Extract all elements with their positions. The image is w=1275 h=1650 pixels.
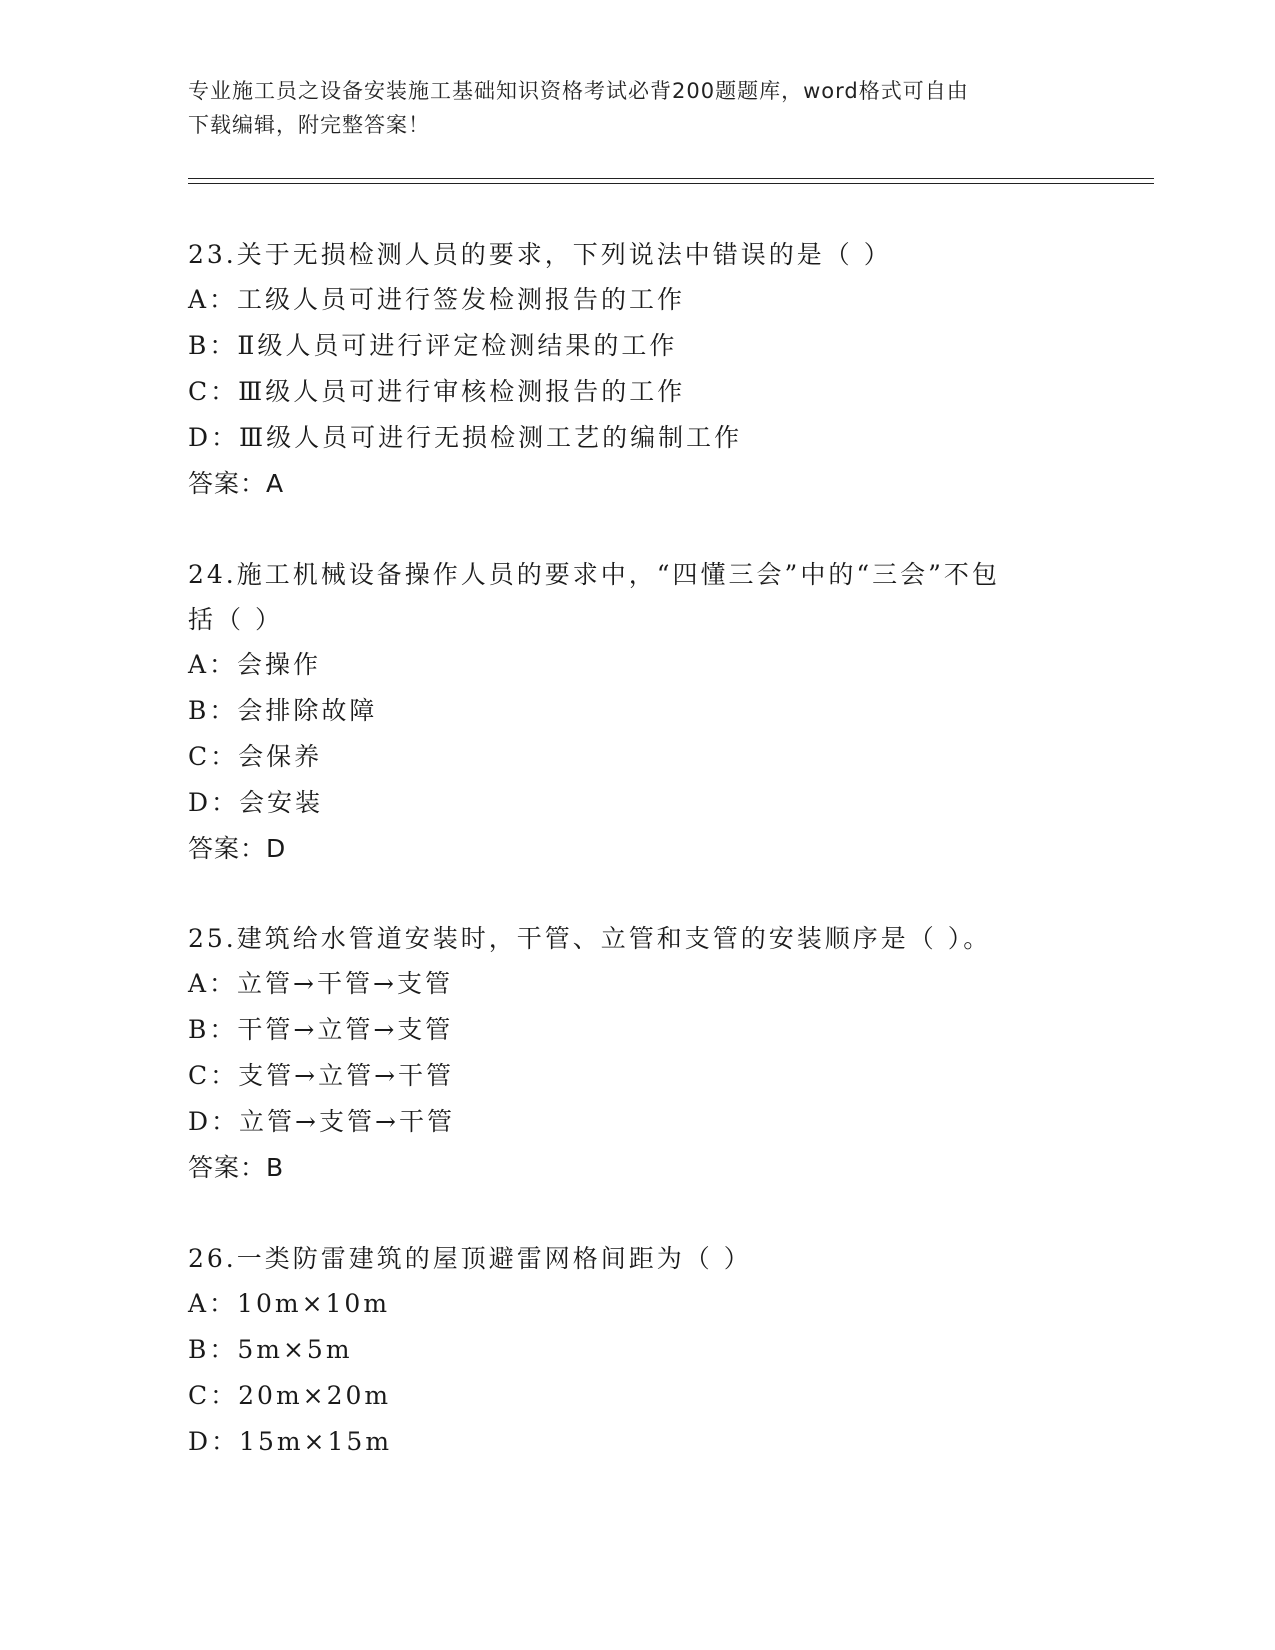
option-a: A：10m×10m [188, 1289, 391, 1318]
option-d: D：15m×15m [188, 1427, 393, 1456]
question-stem: 23.关于无损检测人员的要求，下列说法中错误的是（ ） [188, 240, 892, 269]
option-c: C：Ⅲ级人员可进行审核检测报告的工作 [188, 377, 686, 406]
answer: 答案：B [188, 1153, 285, 1182]
question-stem: 24.施工机械设备操作人员的要求中，“四懂三会”中的“三会”不包 [188, 560, 1000, 589]
option-b: B：5m×5m [188, 1335, 353, 1364]
answer: 答案：A [188, 469, 285, 498]
option-a: A：工级人员可进行签发检测报告的工作 [188, 285, 686, 314]
option-c: C：会保养 [188, 742, 323, 771]
option-d: D：会安装 [188, 788, 324, 817]
question-stem: 26.一类防雷建筑的屋顶避雷网格间距为（ ） [188, 1244, 752, 1273]
answer: 答案：D [188, 834, 287, 863]
option-a: A：会操作 [188, 650, 322, 679]
option-b: B：Ⅱ级人员可进行评定检测结果的工作 [188, 331, 678, 360]
option-d: D：Ⅲ级人员可进行无损检测工艺的编制工作 [188, 423, 743, 452]
header-divider-top [188, 178, 1154, 179]
question-24 [188, 552, 1088, 872]
option-c: C：20m×20m [188, 1381, 392, 1410]
question-25 [188, 916, 1088, 1191]
option-d: D：立管→支管→干管 [188, 1107, 455, 1136]
header-divider-bottom [188, 183, 1154, 184]
option-c: C：支管→立管→干管 [188, 1061, 455, 1090]
option-b: B：会排除故障 [188, 696, 378, 725]
question-stem: 25.建筑给水管道安装时，干管、立管和支管的安装顺序是（ ）。 [188, 924, 992, 953]
document-header [188, 74, 1088, 142]
question-26 [188, 1236, 1088, 1465]
header-title-line-1: 专业施工员之设备安装施工基础知识资格考试必背200题题库，word格式可自由 [188, 79, 969, 103]
question-23 [188, 232, 1088, 507]
header-title-line-2: 下载编辑，附完整答案！ [188, 113, 430, 137]
option-a: A：立管→干管→支管 [188, 969, 453, 998]
option-b: B：干管→立管→支管 [188, 1015, 454, 1044]
question-stem-continued: 括（ ） [188, 605, 283, 634]
